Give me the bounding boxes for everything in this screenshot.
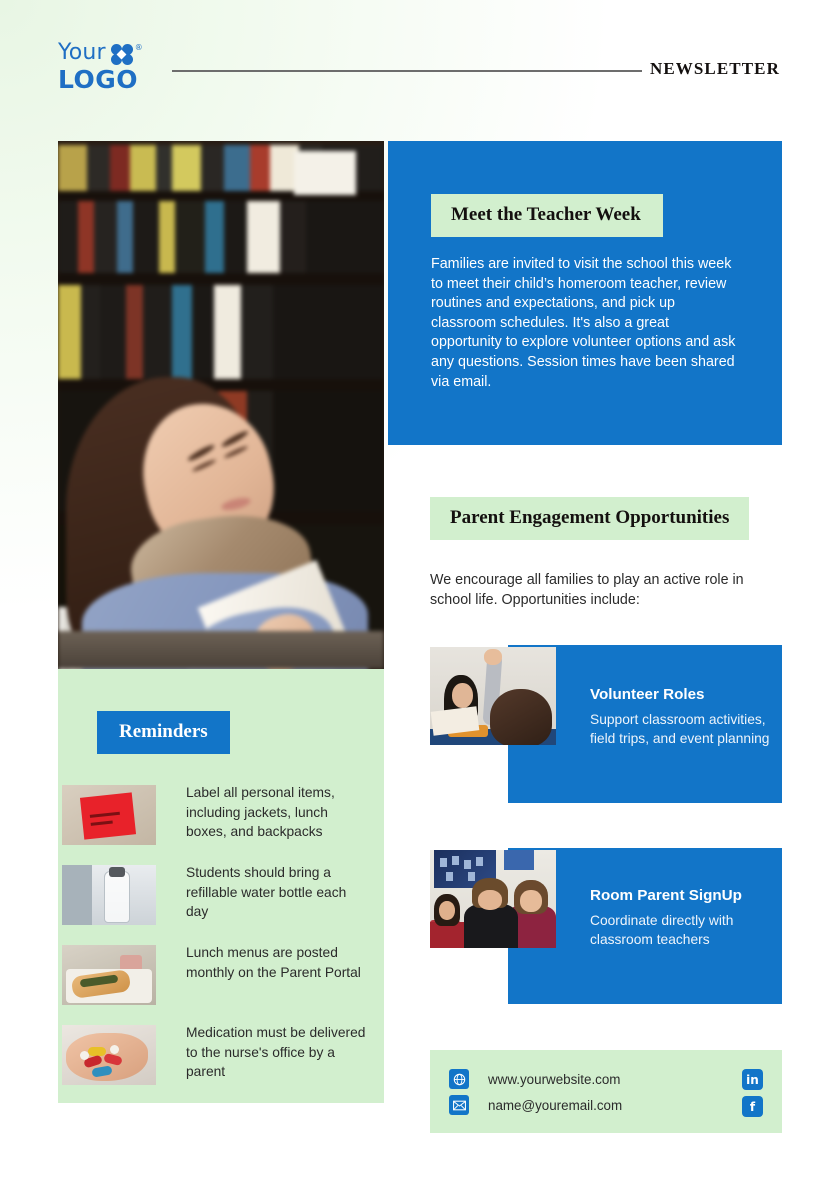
social-links [742,1069,763,1117]
meet-the-teacher-badge: Meet the Teacher Week [431,194,663,237]
logo-top-row [58,42,168,66]
logo-wordmark: LOGO [58,65,139,94]
parent-engagement-badge: Parent Engagement Opportunities [430,497,749,540]
card-photo-parents-table [430,850,556,948]
logo-your-text: Your [58,40,106,65]
page-title: NEWSLETTER [649,59,780,78]
hero-photo-art [58,141,384,669]
opportunity-card-volunteer-roles[interactable] [430,645,782,805]
envelope-icon [449,1095,469,1115]
shelf-label-card [294,151,356,195]
reminder-thumb-sticky-note [62,785,156,845]
reminders-panel [58,669,384,1103]
reminder-text: Lunch menus are posted monthly on the Parent Portal [186,945,361,980]
facebook-icon[interactable]: f [742,1096,763,1117]
reminder-text: Students should bring a refillable water bottle each day [186,865,347,920]
page-header [0,0,840,130]
reminders-badge: Reminders [97,711,230,754]
email-row[interactable] [449,1095,622,1115]
hero-photo-library-woman [58,141,384,669]
brand-logo[interactable] [58,42,168,93]
meet-the-teacher-body: Families are invited to visit the school this week to meet their child’s homeroom teacher, review routines and expectations, and pick up classroom schedules. It's also a great opportunity to explore volunteer options and ask any questions. Session times have been shared via email. [431,256,736,390]
website-row[interactable] [449,1069,620,1089]
meet-the-teacher-panel [388,141,782,445]
reminder-thumb-medication [62,1025,156,1085]
reminder-text: Medication must be delivered to the nurse's office by a parent [186,1025,366,1080]
reminder-thumb-water-bottle [62,865,156,925]
header-divider [172,70,642,72]
card-photo-raised-hand [430,647,556,745]
contact-footer [430,1050,782,1133]
email-text: name@youremail.com [488,1097,623,1113]
opportunity-card-room-parent-signup[interactable] [430,848,782,1006]
reminder-text: Label all personal items, including jackets, lunch boxes, and backpacks [186,785,335,840]
registered-trademark-icon: ® [134,43,143,52]
website-text: www.yourwebsite.com [488,1071,621,1087]
clover-logo-icon [111,44,133,65]
parent-engagement-intro: We encourage all families to play an active role in school life. Opportunities include: [430,572,744,608]
linkedin-icon[interactable]: in [742,1069,763,1090]
card-title: Volunteer Roles [590,686,705,703]
globe-icon [449,1069,469,1089]
card-description: Support classroom activities, field trips, and event planning [590,712,770,747]
card-title: Room Parent SignUp [590,887,742,904]
card-description: Coordinate directly with classroom teachers [590,913,734,948]
reminder-thumb-lunch-plate [62,945,156,1005]
chair-back [58,631,384,669]
